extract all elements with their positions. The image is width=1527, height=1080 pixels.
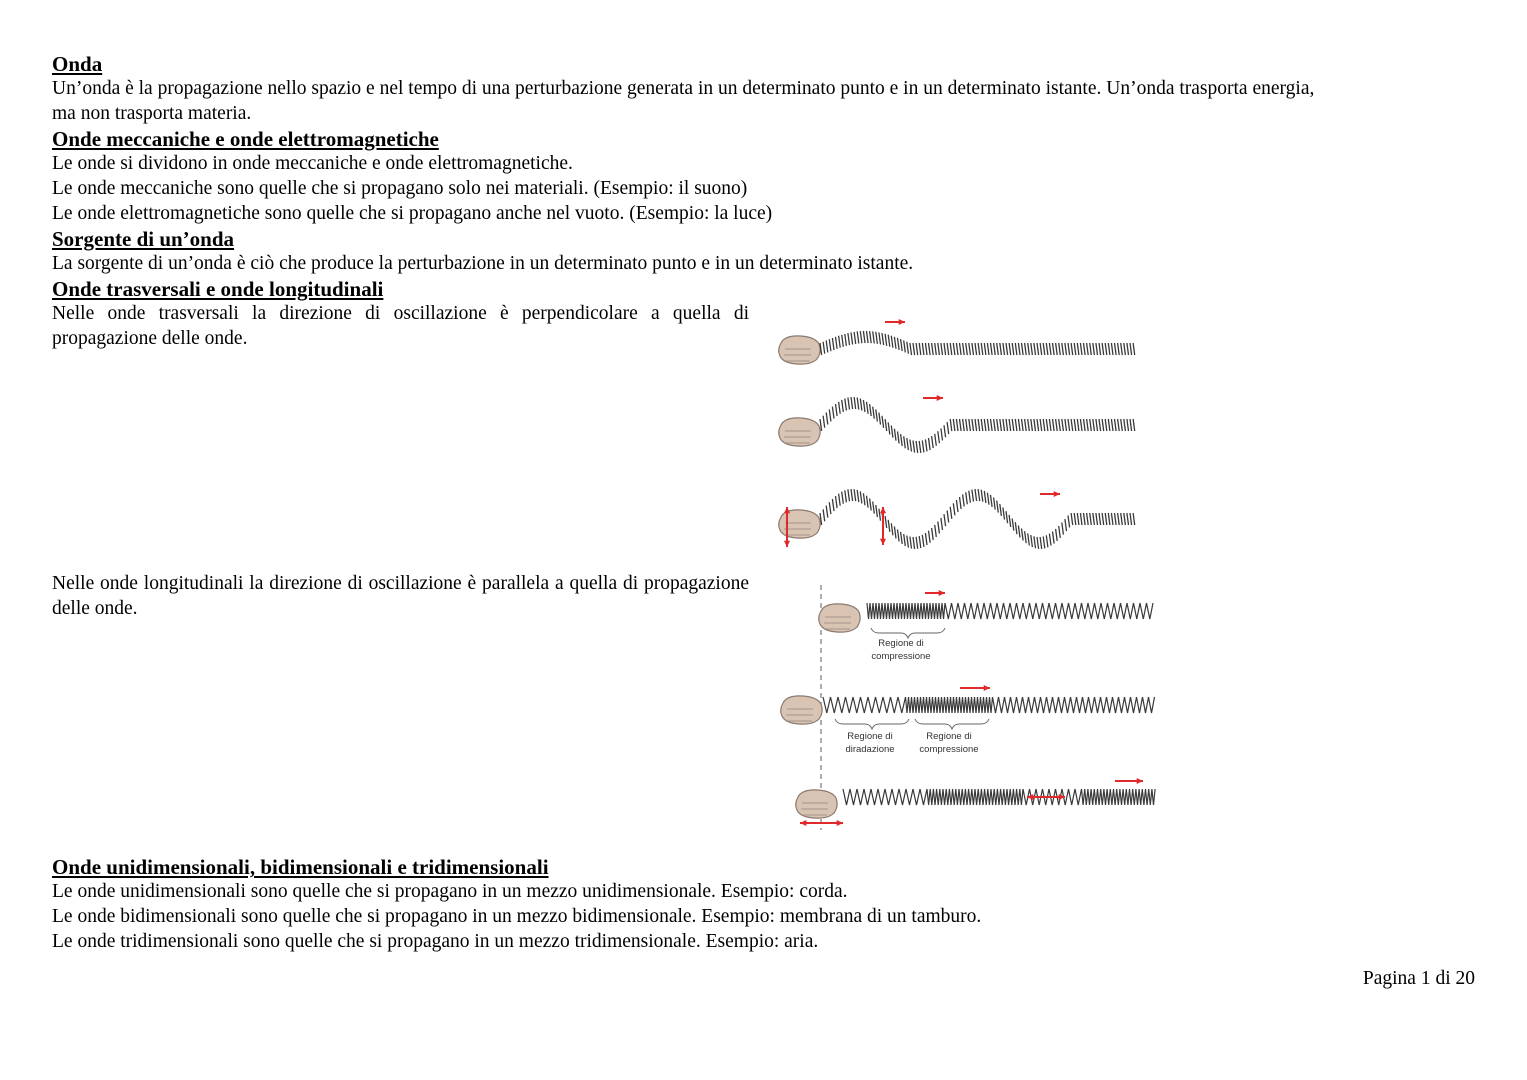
propagation-arrow-head [1137, 778, 1143, 784]
heading-dimensionali: Onde unidimensionali, bidimensionali e tridimensionali [52, 855, 549, 879]
spring-coils [820, 331, 1135, 355]
heading-sorgente: Sorgente di un’onda [52, 227, 235, 251]
page-number: Pagina 1 di 20 [1362, 968, 1475, 989]
hand-icon [779, 510, 820, 538]
meccaniche-text-line2: Le onde meccaniche sono quelle che si propagano solo nei materiali. (Esempio: il suono) [52, 178, 748, 199]
spring-coils [820, 489, 1135, 549]
longitudinal-paragraph: Nelle onde longitudinali la direzione di oscillazione è parallela a quella di propagazione delle onde. [52, 573, 749, 619]
longitudinal-wave-figure [775, 585, 1165, 835]
spring-coils [867, 603, 1153, 619]
hand-icon [779, 418, 820, 446]
onda-text-line2: ma non trasporta materia. [52, 103, 252, 124]
compression-label-2a: Regione di [926, 731, 972, 742]
oscillation-arrow-down-head [784, 541, 790, 547]
dimensionali-text-line1: Le onde unidimensionali sono quelle che si propagano in un mezzo unidimensionale. Esempio: corda. [52, 881, 848, 902]
transverse-spring-3 [779, 489, 1135, 549]
hand-icon [779, 336, 820, 364]
mid-arrow-down-head [880, 539, 886, 545]
spring-coils [843, 789, 1155, 805]
longitudinal-spring-1 [819, 590, 1153, 632]
compression-label-1a: Regione di [878, 638, 924, 649]
transverse-wave-figure [775, 305, 1145, 555]
compression-label-1b: compressione [871, 651, 931, 662]
compression-label-2b: compressione [919, 744, 979, 755]
propagation-arrow-head [937, 395, 943, 401]
rarefaction-label-a: Regione di [847, 731, 893, 742]
onda-text-line1: Un’onda è la propagazione nello spazio e nel tempo di una perturbazione generata in un determinato punto e in un determinato istante. Un’onda trasporta energia, [52, 78, 1315, 99]
heading-onda: Onda [52, 52, 103, 76]
sorgente-text-line1: La sorgente di un’onda è ciò che produce la perturbazione in un determinato punto e in un determinato istante. [52, 253, 914, 274]
spring-coils [823, 697, 1155, 713]
transversal-paragraph: Nelle onde trasversali la direzione di oscillazione è perpendicolare a quella di propagazione delle onde. [52, 303, 749, 349]
spring-coils [820, 397, 1135, 453]
hand-icon [781, 696, 822, 724]
transverse-spring-2 [779, 395, 1135, 453]
longitudinal-spring-2 [781, 685, 1155, 724]
oscillation-arrow-up-head [784, 507, 790, 513]
heading-trasversali: Onde trasversali e onde longitudinali [52, 277, 384, 301]
heading-meccaniche: Onde meccaniche e onde elettromagnetiche [52, 127, 439, 151]
longitudinal-spring-3 [796, 778, 1155, 826]
compression-brace-2 [915, 719, 989, 729]
propagation-arrow-head [939, 590, 945, 596]
hand-icon [796, 790, 837, 818]
mid-arrow-up-head [880, 507, 886, 513]
propagation-arrow-head [899, 319, 905, 325]
hand-icon [819, 604, 860, 632]
oscillation-arrow-left-head [800, 820, 806, 826]
dimensionali-text-line2: Le onde bidimensionali sono quelle che si propagano in un mezzo bidimensionale. Esempio: membrana di un tamburo. [52, 906, 982, 927]
meccaniche-text-line3: Le onde elettromagnetiche sono quelle che si propagano anche nel vuoto. (Esempio: la luce) [52, 203, 773, 224]
oscillation-arrow-right-head [837, 820, 843, 826]
compression-brace-1 [871, 628, 945, 638]
transverse-spring-1 [779, 319, 1135, 364]
rarefaction-brace [835, 719, 909, 729]
propagation-arrow-head [984, 685, 990, 691]
propagation-arrow-head [1054, 491, 1060, 497]
dimensionali-text-line3: Le onde tridimensionali sono quelle che si propagano in un mezzo tridimensionale. Esempio: aria. [52, 931, 819, 952]
rarefaction-label-b: diradazione [845, 744, 895, 755]
meccaniche-text-line1: Le onde si dividono in onde meccaniche e onde elettromagnetiche. [52, 153, 573, 174]
